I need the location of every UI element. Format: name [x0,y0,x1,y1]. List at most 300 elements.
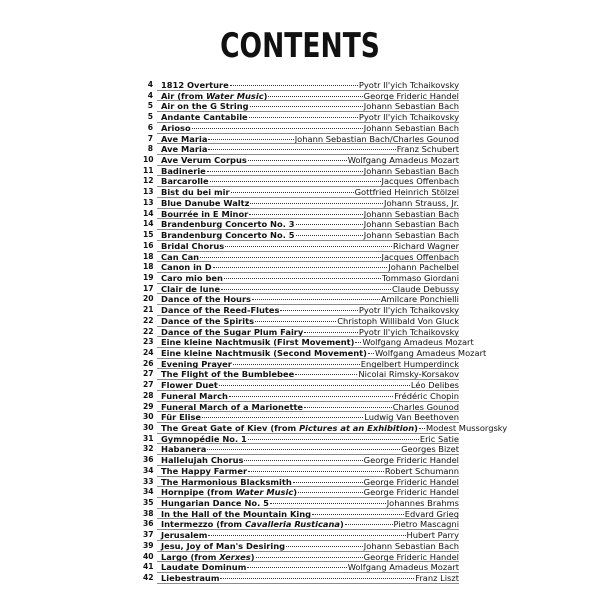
dot-leader [368,353,374,354]
dot-leader [250,106,363,107]
contents-entry [143,562,459,573]
entry-line [161,123,459,134]
dot-leader [233,364,360,365]
piece-title-text: Arioso [161,122,191,133]
page-number: 33 [143,476,154,486]
piece-title-text: Eine kleine Nachtmusik (First Movement) [161,337,355,348]
entry-line [161,230,459,241]
contents-entry [143,359,459,370]
page-number: 12 [143,176,154,186]
dot-leader [419,428,425,429]
piece-title-text: In the Hall of the Mountain King [161,508,312,519]
contents-entry [143,391,459,402]
piece-title [161,423,418,434]
contents-entry [143,423,508,434]
page-number: 22 [143,315,154,325]
page-number: 13 [143,187,154,197]
piece-title-text: Dance of the Reed-Flutes [161,305,280,316]
composer-name: Gottfried Heinrich Stölzel [354,187,459,198]
piece-title [161,123,191,134]
piece-title [161,552,255,563]
piece-title [161,337,354,348]
dot-leader [286,546,363,547]
entry-line [161,252,459,263]
page-number: 15 [143,230,154,240]
composer-name: Nicolai Rimsky-Korsakov [358,369,459,380]
piece-title-tail: ) [414,423,418,433]
contents-entry [143,112,459,123]
dot-leader [296,224,363,225]
page-number: 37 [143,530,154,540]
composer-name: Charles Gounod [392,401,459,412]
piece-title [161,134,207,145]
entry-line [161,359,459,370]
dot-leader [312,514,404,515]
page-number: 10 [143,155,154,165]
composer-name: Tommaso Giordani [381,272,459,283]
dot-leader [248,439,419,440]
page-number: 22 [143,326,154,336]
composer-name: Johannes Brahms [386,498,459,509]
dot-leader [230,85,358,86]
entry-line [161,187,459,198]
dot-leader [298,492,363,493]
contents-entry [143,230,459,241]
composer-name: Johann Sebastian Bach [363,165,459,176]
contents-entry [143,316,459,327]
entry-line [161,444,459,455]
dot-leader [280,310,358,311]
piece-title-text: The Harmonious Blacksmith [161,476,292,487]
contents-entry [143,573,459,584]
piece-title-text: Ave Maria [161,133,208,144]
piece-title [161,305,279,316]
page-number: 29 [143,401,154,411]
composer-name: Wolfgang Amadeus Mozart [347,155,459,166]
composer-name: Richard Wagner [393,240,459,251]
contents-entry [143,380,459,391]
piece-title-text: Hornpipe (from [161,487,236,498]
dot-leader [304,407,392,408]
entry-line [161,347,487,359]
dot-leader [231,192,354,193]
dot-leader [207,449,400,450]
piece-title-text: Hungarian Dance No. 5 [161,498,269,509]
piece-title-text: Dance of the Hours [161,294,251,305]
contents-entry [143,187,459,198]
entry-line [161,541,459,552]
dot-leader [200,257,380,258]
composer-name: Pyotr Il'yich Tchaikovsky [358,112,459,123]
dot-leader [208,149,395,150]
piece-title-text: Blue Danube Waltz [161,197,250,208]
dot-leader [247,567,346,568]
entry-line [161,434,459,445]
piece-title [161,91,267,102]
page-number: 4 [147,90,153,100]
piece-title [161,155,247,166]
page-number: 28 [143,390,154,400]
composer-name: George Frideric Handel [363,551,459,562]
entry-line [161,209,459,220]
composer-name: Pyotr Il'yich Tchaikovsky [358,80,459,90]
piece-title [161,412,201,423]
dot-leader [213,267,388,268]
entry-line [161,166,459,177]
page-number: 7 [147,133,153,143]
entry-line [161,91,459,102]
composer-name: Jacques Offenbach [381,176,459,187]
piece-title-text: Dance of the Sugar Plum Fairy [161,326,304,337]
piece-title [161,209,248,220]
contents-entry [143,541,459,552]
page-number: 36 [143,455,154,465]
page-number: 38 [143,508,154,518]
piece-title-text: Bourrée in E Minor [161,208,249,219]
contents-entry [143,91,459,102]
piece-title [161,273,223,284]
composer-name: Johann Strauss, Jr. [384,197,459,208]
contents-entry [143,144,459,155]
composer-name: Léo Delibes [410,380,459,391]
piece-title-text: The Great Gate of Kiev (from [161,423,300,433]
piece-title-text: Liebestraum [161,573,220,584]
dot-leader [268,96,362,97]
entry-line [161,144,459,155]
dot-leader [220,578,414,579]
entry-line [161,294,459,305]
contents-entry [143,347,487,359]
page-number: 5 [147,112,153,122]
piece-title [161,573,219,584]
piece-title-text: Dance of the Spirits [161,315,255,326]
page-number: 39 [143,540,154,550]
composer-name: Johann Sebastian Bach [363,101,459,112]
page-number: 42 [143,573,154,583]
composer-name: Jacques Offenbach [381,251,459,262]
entry-line [161,423,508,434]
contents-entry [143,369,459,380]
piece-title-text: Gymnopédie No. 1 [161,433,247,444]
entry-line [161,562,459,573]
piece-title-text: Für Elise [161,412,202,423]
composer-name: Johann Sebastian Bach [363,122,459,133]
page-number: 40 [143,551,154,561]
contents-entry [143,198,459,209]
piece-title-text: Can Can [161,251,200,262]
page-number: 30 [143,423,154,432]
piece-title-text: Brandenburg Concerto No. 5 [161,230,295,241]
composer-name: Amilcare Ponchielli [380,294,459,305]
piece-title [161,294,251,305]
composer-name: George Frideric Handel [363,455,459,466]
entry-line [161,573,459,584]
piece-title-work: Water Music [205,90,264,101]
entry-line [161,284,459,295]
composer-name: George Frideric Handel [363,90,459,101]
dot-leader [252,299,380,300]
piece-title [161,498,269,509]
dot-leader [225,246,392,247]
piece-title [161,455,243,466]
contents-entry [143,209,459,220]
piece-title-text: Ave Maria [161,144,208,155]
page-number: 13 [143,197,154,207]
piece-title-text: Ave Verum Corpus [161,155,247,166]
page-title: CONTENTS [220,26,380,66]
page-number: 31 [143,433,154,443]
piece-title-text: Intermezzo (from [161,519,245,530]
contents-entry [143,498,459,509]
contents-entry [143,219,459,230]
dot-leader [295,374,357,375]
contents-entry [143,530,459,541]
dot-leader [249,117,358,118]
contents-entry [143,241,459,252]
composer-name: Johann Sebastian Bach [363,219,459,230]
piece-title [161,219,295,230]
dot-leader [293,482,363,483]
piece-title-text: Bist du bei mir [161,187,230,198]
dot-leader [296,235,363,236]
composer-name: Johann Pachelbel [388,262,459,273]
dot-leader [248,471,384,472]
piece-title [161,80,229,91]
entry-line [161,134,459,145]
contents-entry [143,155,459,166]
piece-title [161,487,297,498]
page-number: 27 [143,380,154,390]
page-number: 34 [143,487,154,497]
composer-name: Ludwig Van Beethoven [364,412,459,423]
entry-line [161,552,459,563]
piece-title [161,466,247,477]
dot-leader [219,385,410,386]
piece-title [161,434,247,445]
dot-leader [249,214,363,215]
entry-line [161,219,459,230]
piece-title [161,541,285,552]
entry-line [161,487,459,498]
entry-line [161,519,459,530]
piece-title-work: Cavalleria Rusticana [244,519,340,530]
contents-entry [143,80,459,91]
contents-list [143,80,508,584]
entry-line [161,466,459,477]
page-number: 19 [143,272,154,282]
page-number: 5 [147,101,153,111]
composer-name: Hubert Parry [406,530,459,541]
page-number: 23 [143,337,154,347]
composer-name: Robert Schumann [384,465,459,476]
piece-title-text: Air on the G String [161,101,249,112]
contents-entry [143,327,459,338]
contents-entry [143,273,459,284]
entry-line [161,273,459,284]
piece-title [161,562,246,573]
composer-name: Johann Sebastian Bach [363,208,459,219]
contents-entry [143,477,459,488]
entry-line [161,380,459,391]
piece-title-text: 1812 Overture [161,80,229,90]
piece-title [161,241,224,252]
composer-name: Johann Sebastian Bach [363,540,459,551]
piece-title-text: Barcarolle [161,176,209,187]
page-number: 21 [143,305,154,315]
piece-title-text: Evening Prayer [161,358,232,369]
piece-title [161,380,218,391]
piece-title-work: Xerxes [219,551,251,562]
piece-title-text: Canon in D [161,262,212,273]
piece-title [161,284,220,295]
contents-entry [143,337,474,348]
piece-title [161,509,311,520]
piece-title-text: Jesu, Joy of Man's Desiring [161,540,286,551]
page-number: 17 [143,283,154,293]
entry-line [161,112,459,123]
contents-entry [143,444,459,455]
page-number: 34 [143,465,154,475]
piece-title-work: Pictures at an Exhibition [299,423,415,433]
entry-line [161,305,459,316]
page-number: 4 [147,80,153,89]
entry-line [161,337,474,348]
dot-leader [244,460,362,461]
composer-name: Claude Debussy [391,283,459,294]
piece-title-tail: ) [263,90,268,101]
piece-title-text: Badinerie [161,165,206,176]
page-number: 20 [143,294,154,304]
dot-leader [208,139,293,140]
page-number: 11 [143,165,154,175]
piece-title-tail: ) [250,551,255,562]
contents-entry [143,294,459,305]
dot-leader [224,278,381,279]
entry-line [161,455,459,466]
page-number: 24 [143,347,154,357]
piece-title-text: Funeral March of a Marionette [161,401,304,412]
dot-leader [345,524,393,525]
contents-entry [143,123,459,134]
dot-leader [202,417,363,418]
composer-name: Johann Sebastian Bach/Charles Gounod [294,133,459,144]
dot-leader [229,396,393,397]
contents-entry [143,412,459,423]
composer-name: George Frideric Handel [363,476,459,487]
composer-name: Pyotr Il'yich Tchaikovsky [358,326,459,337]
page-number: 26 [143,358,154,368]
dot-leader [255,321,336,322]
piece-title [161,519,344,530]
page-number: 30 [143,412,154,422]
composer-name: Franz Liszt [415,573,459,584]
piece-title-text: Habanera [161,444,207,455]
piece-title-work: Water Music [235,487,294,498]
page-number: 8 [147,144,153,154]
page-number: 36 [143,519,154,529]
piece-title-text: Bridal Chorus [161,240,225,251]
contents-entry [143,305,459,316]
dot-leader [210,181,381,182]
page-number: 14 [143,208,154,218]
piece-title [161,230,295,241]
page-number: 14 [143,219,154,229]
piece-title-text: Clair de lune [161,283,221,294]
piece-title [161,252,199,263]
piece-title-text: Largo (from [161,551,220,562]
piece-title-text: Hallelujah Chorus [161,455,244,466]
entry-line [161,498,459,509]
contents-entry [143,134,459,145]
dot-leader [207,171,363,172]
composer-name: Johann Sebastian Bach [363,230,459,241]
contents-entry [143,166,459,177]
piece-title-text: Eine kleine Nachtmusik (Second Movement) [161,347,367,358]
piece-title [161,348,367,359]
piece-title [161,477,292,488]
contents-entry [143,262,459,273]
composer-name: Pietro Mascagni [393,519,459,530]
contents-entry [143,434,459,445]
entry-line [161,80,459,91]
dot-leader [192,128,363,129]
piece-title [161,112,248,123]
dot-leader [250,203,383,204]
page-number: 18 [143,262,154,272]
piece-title [161,402,303,413]
entry-line [161,316,459,327]
contents-entry [143,284,459,295]
composer-name: Eric Satie [419,433,459,444]
entry-line [161,198,459,209]
contents-entry [143,176,459,187]
contents-entry [143,519,459,530]
composer-name: Modest Mussorgsky [425,423,508,433]
dot-leader [221,289,391,290]
piece-title [161,187,230,198]
piece-title [161,176,209,187]
entry-line [161,327,459,338]
entry-line [161,155,459,166]
piece-title-text: Laudate Dominum [161,562,247,573]
piece-title-text: Air (from [161,90,206,101]
piece-title-text: Jerusalem [161,530,208,541]
piece-title [161,391,228,402]
dot-leader [304,332,358,333]
composer-name: Pyotr Il'yich Tchaikovsky [358,305,459,316]
piece-title-text: Flower Duet [161,380,218,391]
page-number: 6 [147,122,153,132]
entry-line [161,530,459,541]
composer-name: Franz Schubert [396,144,459,155]
entry-line [161,509,459,520]
page-number: 41 [143,562,154,572]
contents-entry [143,466,459,477]
page-number: 16 [143,240,154,250]
composer-name: Christoph Willibald Von Gluck [337,315,459,326]
entry-line [161,477,459,488]
contents-entry [143,252,459,263]
piece-title-tail: ) [293,487,298,498]
composer-name: Frédéric Chopin [394,390,459,401]
dot-leader [270,503,386,504]
composer-name: Wolfgang Amadeus Mozart [374,347,487,358]
piece-title [161,359,232,370]
piece-title [161,327,303,338]
contents-entry [143,487,459,498]
page-number: 32 [143,444,154,454]
entry-line [161,391,459,402]
